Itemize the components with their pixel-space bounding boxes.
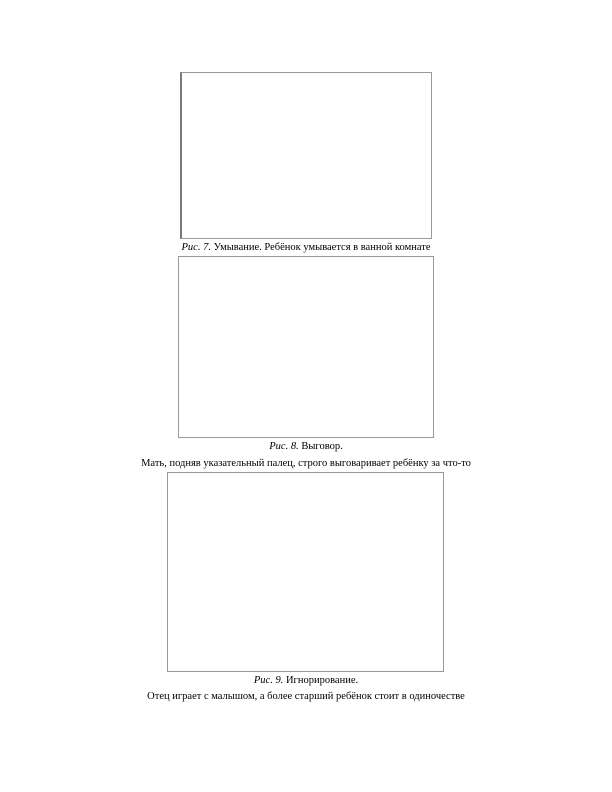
figure-7-label: Рис. 7. (181, 242, 211, 253)
figure-9-description: Отец играет с малышом, а более старший ребёнок стоит в одиночестве (147, 691, 465, 702)
figure-8-title: Выговор. (301, 441, 343, 452)
figure-8-image (178, 256, 434, 438)
figure-7-caption (0, 241, 612, 255)
figure-7-title: Умывание. Ребёнок умывается в ванной комнате (213, 242, 431, 253)
figure-9-caption (0, 674, 612, 688)
figure-8-description: Мать, подняв указательный палец, строго выговаривает ребёнку за что-то (141, 458, 471, 469)
figure-9-image (167, 472, 444, 672)
figure-9-label: Рис. 9. (253, 675, 284, 686)
figure-9-title: Игнорирование. (285, 675, 359, 686)
figure-7-image (180, 72, 432, 239)
figure-8-caption (0, 440, 612, 454)
figure-8-label: Рис. 8. (269, 441, 299, 452)
